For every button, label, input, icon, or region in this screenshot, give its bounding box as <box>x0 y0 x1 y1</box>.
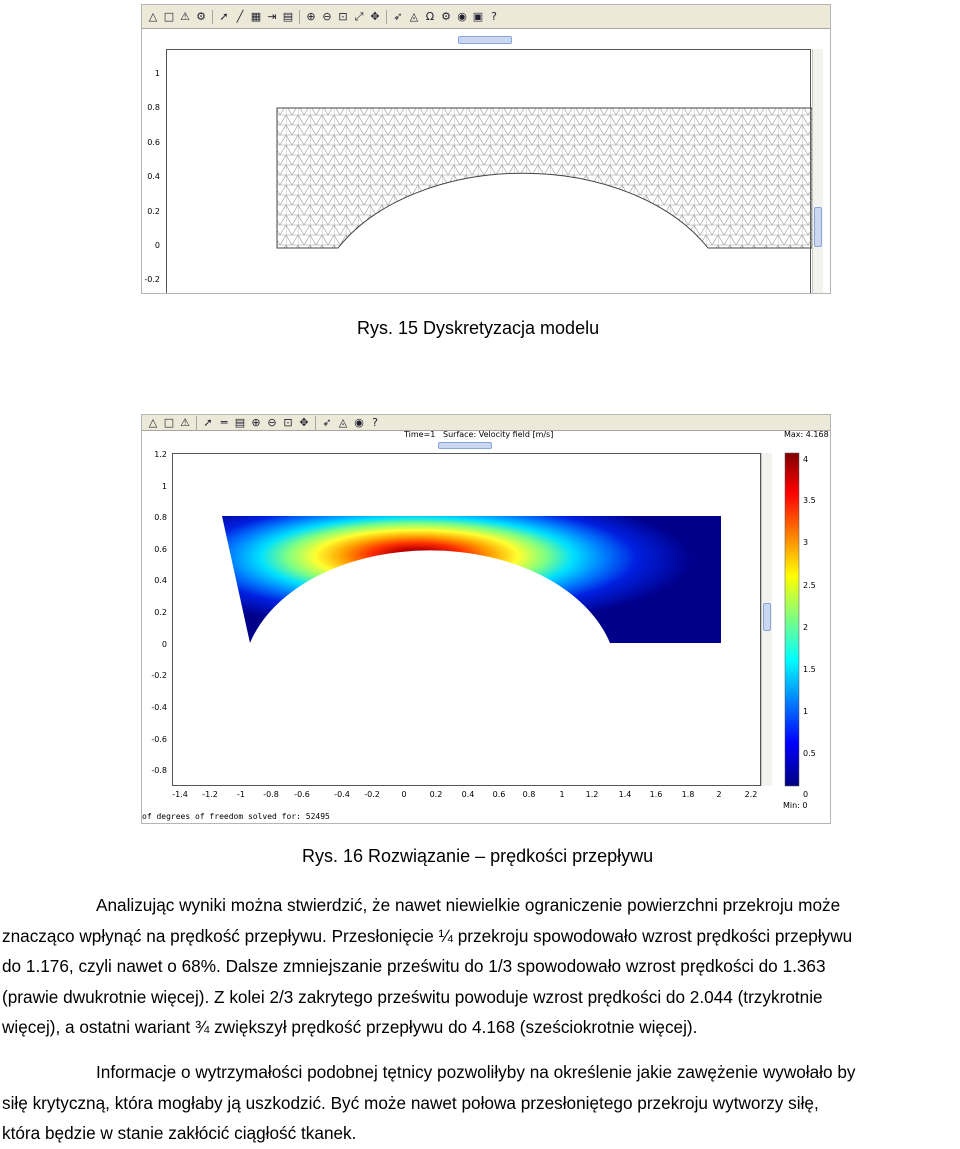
vertical-scrollbar-thumb[interactable] <box>763 603 771 631</box>
grid-icon[interactable]: ▦ <box>250 10 262 23</box>
omega-icon[interactable]: Ω <box>425 10 435 23</box>
pointer-icon[interactable]: ➚ <box>219 10 229 23</box>
x-tick-label: 1.8 <box>681 790 695 799</box>
vertical-scrollbar[interactable] <box>761 453 772 786</box>
line-icon[interactable]: ═ <box>220 416 228 429</box>
paragraph-1 <box>0 890 960 1043</box>
x-tick-label: -0.2 <box>364 790 380 799</box>
x-tick-label: -1.4 <box>172 790 188 799</box>
y-tick-label: 1.2 <box>154 450 167 459</box>
select-icon[interactable]: ➶ <box>393 10 403 23</box>
colorbar-tick-label: 0 <box>803 790 809 799</box>
colorbar-tick-label: 1.5 <box>803 665 816 674</box>
y-tick-label: 0.8 <box>147 103 160 112</box>
select-icon[interactable]: ➶ <box>322 416 332 429</box>
mesh-domain <box>277 108 812 248</box>
colorbar-tick-label: 2 <box>803 623 809 632</box>
warning-icon[interactable]: ⚠ <box>180 416 190 429</box>
velocity-field <box>142 415 831 824</box>
x-tick-label: 0 <box>401 790 407 799</box>
y-tick-label: 0.6 <box>154 545 167 554</box>
x-tick-label: 1.2 <box>585 790 599 799</box>
y-tick-label: 0.4 <box>147 172 160 181</box>
velocity-screenshot <box>141 414 831 824</box>
colorbar-tick-label: 0.5 <box>803 749 816 758</box>
y-tick-label: -0.2 <box>144 275 160 284</box>
colorbar-tick-label: 3 <box>803 538 809 547</box>
y-tick-label: 0.4 <box>154 576 167 585</box>
text-line: Analizując wyniki można stwierdzić, że nawet niewielkie ograniczenie powierzchni przekroju może <box>96 895 841 915</box>
vertical-scrollbar-thumb[interactable] <box>814 207 822 247</box>
warning-icon[interactable]: ⚠ <box>180 10 190 23</box>
y-tick-label: 1 <box>161 482 167 491</box>
table-icon[interactable]: ▤ <box>282 10 294 23</box>
pan-icon[interactable]: ✥ <box>370 10 380 23</box>
colorbar-tick-label: 1 <box>803 707 809 716</box>
zoom-window-icon[interactable]: ⊡ <box>283 416 293 429</box>
mesh-icon[interactable]: ◬ <box>409 10 419 23</box>
help-icon[interactable]: ? <box>491 10 497 23</box>
text-line: (prawie dwukrotnie więcej). Z kolei 2/3 zakrytego prześwitu powoduje wzrost prędkości do 2.044 (trzykrotnie <box>2 986 823 1007</box>
x-tick-label: 1.4 <box>618 790 632 799</box>
figure-caption: Rys. 16 Rozwiązanie – prędkości przepływu <box>302 846 654 866</box>
zoom-in-icon[interactable]: ⊕ <box>251 416 261 429</box>
mesh-geometry <box>142 5 831 294</box>
x-tick-label: 0.6 <box>492 790 506 799</box>
plot-icon[interactable]: ◉ <box>354 416 364 429</box>
paragraph-2 <box>0 1057 960 1149</box>
y-tick-label: 0 <box>161 640 167 649</box>
x-tick-label: -0.8 <box>263 790 279 799</box>
text-line: więcej), a ostatni wariant ¾ zwiększył prędkość przepływu do 4.168 (sześciokrotnie więcej). <box>2 1017 698 1037</box>
pointer-icon[interactable]: ➚ <box>203 416 213 429</box>
settings-icon[interactable]: ⚙ <box>196 10 206 23</box>
colorbar-min-label: Min: 0 <box>783 801 808 810</box>
text-line: do 1.176, czyli nawet o 68%. Dalsze zmniejszanie prześwitu do 1/3 spowodowało wzrost prędkości do 1.363 <box>2 956 826 976</box>
solve-icon[interactable]: ⚙ <box>441 10 451 23</box>
x-tick-label: 2.2 <box>744 790 758 799</box>
colorbar-tick-label: 3.5 <box>803 496 816 505</box>
zoom-in-icon[interactable]: ⊕ <box>306 10 316 23</box>
square-icon[interactable]: □ <box>163 10 175 23</box>
text-line: która będzie w stanie zakłócić ciągłość tkanek. <box>2 1123 357 1143</box>
pan-icon[interactable]: ✥ <box>299 416 309 429</box>
x-tick-label: 0.8 <box>522 790 536 799</box>
colorbar-tick-label: 4 <box>803 455 809 464</box>
x-tick-label: 1 <box>559 790 565 799</box>
y-tick-label: -0.4 <box>151 703 167 712</box>
x-tick-label: 2 <box>716 790 722 799</box>
mesh-screenshot <box>141 4 831 294</box>
colorbar-tick-label: 2.5 <box>803 581 816 590</box>
x-tick-label: 0.4 <box>461 790 475 799</box>
y-tick-label: 1 <box>154 69 160 78</box>
plot-icon[interactable]: ◉ <box>457 10 467 23</box>
y-tick-label: 0.2 <box>147 207 160 216</box>
text-line: znacząco wpłynąć na prędkość przepływu. Przesłonięcie ¼ przekroju spowodowało wzrost prędkości przepływu <box>2 925 853 946</box>
y-tick-label: -0.2 <box>151 671 167 680</box>
line-icon[interactable]: ╱ <box>236 10 244 23</box>
flow-domain <box>222 516 721 643</box>
y-tick-label: 0.6 <box>147 138 160 147</box>
figure-caption: Rys. 15 Dyskretyzacja modelu <box>357 318 600 338</box>
colorbar-max-label: Max: 4.168 <box>784 430 829 439</box>
table-icon[interactable]: ▤ <box>234 416 246 429</box>
zoom-out-icon[interactable]: ⊖ <box>267 416 277 429</box>
text-line: siłę krytyczną, która mogłaby ją uszkodzić. Być może nawet połowa przesłoniętego przekroju wytworzy siłę, <box>2 1092 819 1113</box>
status-bar: of degrees of freedom solved for: 52495 <box>142 812 330 821</box>
vertical-scrollbar[interactable] <box>812 49 823 294</box>
triangle-icon[interactable]: △ <box>148 10 158 23</box>
x-tick-label: -1 <box>237 790 245 799</box>
mesh-icon[interactable]: ◬ <box>338 416 348 429</box>
colorbar <box>785 453 799 786</box>
x-tick-label: -1.2 <box>202 790 218 799</box>
plot-title: Time=1 Surface: Velocity field [m/s] <box>404 430 554 439</box>
x-tick-label: -0.4 <box>334 790 350 799</box>
x-tick-label: 0.2 <box>429 790 443 799</box>
x-tick-label: 1.6 <box>649 790 663 799</box>
view-icon[interactable]: ▣ <box>472 10 484 23</box>
zoom-window-icon[interactable]: ⊡ <box>338 10 348 23</box>
x-tick-label: -0.6 <box>294 790 310 799</box>
zoom-out-icon[interactable]: ⊖ <box>322 10 332 23</box>
text-line: Informacje o wytrzymałości podobnej tętnicy pozwoliłyby na określenie jakie zawężenie wywołało by <box>96 1062 856 1082</box>
square-icon[interactable]: □ <box>163 416 175 429</box>
y-tick-label: -0.8 <box>151 766 167 775</box>
y-tick-label: 0.2 <box>154 608 167 617</box>
y-tick-label: 0 <box>154 241 160 250</box>
triangle-icon[interactable]: △ <box>148 416 158 429</box>
help-icon[interactable]: ? <box>372 416 378 429</box>
y-tick-label: -0.6 <box>151 735 167 744</box>
y-tick-label: 0.8 <box>154 513 167 522</box>
arrow-icon[interactable]: ⇥ <box>267 10 277 23</box>
zoom-extents-icon[interactable]: ⤢ <box>354 10 364 23</box>
